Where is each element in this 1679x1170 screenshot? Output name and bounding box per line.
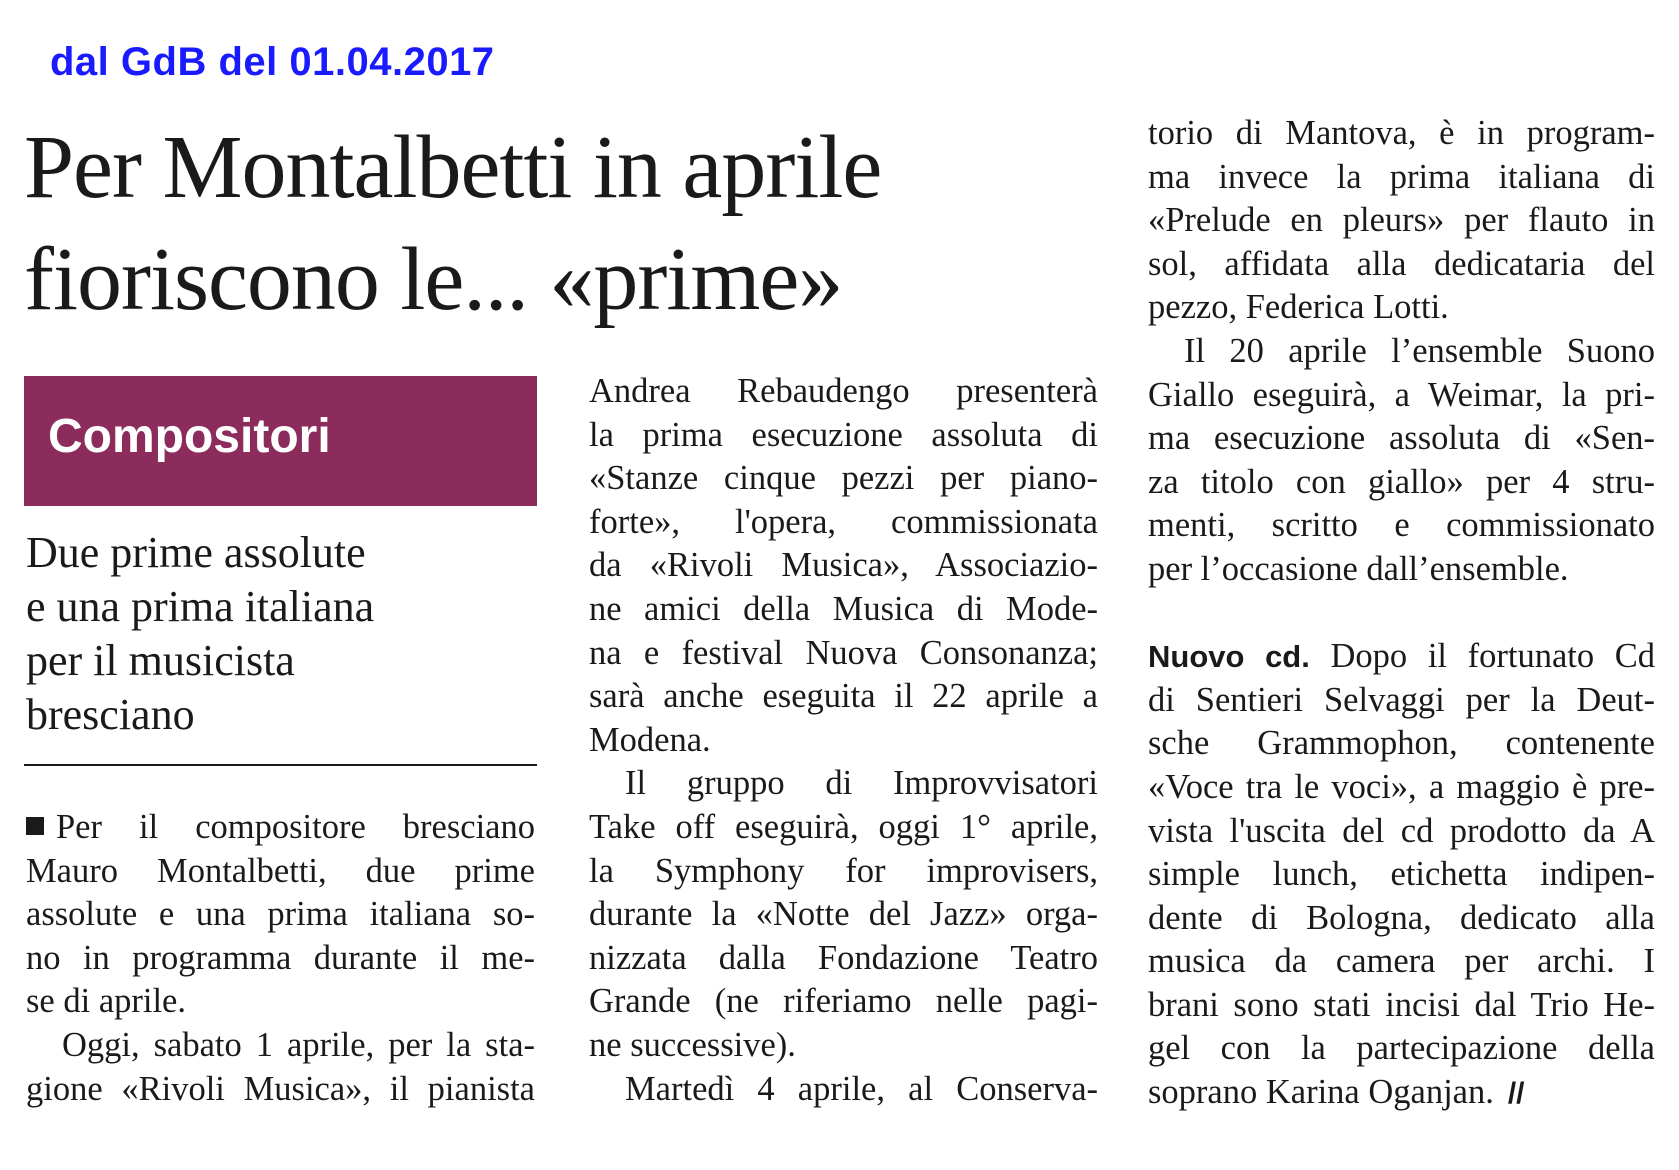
text-line: Andrea Rebaudengo presenterà — [589, 372, 1098, 410]
section-lead-in: Nuovo cd. — [1148, 639, 1310, 675]
text-line: durante la «Notte del Jazz» orga- — [589, 895, 1098, 934]
text-line: se di aprile. — [26, 982, 186, 1021]
text-line: forte», l'opera, commissionata — [589, 502, 1098, 541]
article-column-2 — [589, 370, 1098, 1111]
text-line: na e festival Nuova Consonanza; — [589, 633, 1098, 672]
text-line: ne amici della Musica di Mode- — [589, 589, 1098, 628]
text-line-content: Dopo il fortunato Cd — [1330, 637, 1655, 676]
text-line: brani sono stati incisi dal Trio He- — [1148, 985, 1655, 1024]
text-line: dente di Bologna, dedicato alla — [1148, 898, 1655, 937]
text-line: la prima esecuzione assoluta di — [589, 415, 1098, 454]
text-line: Mauro Montalbetti, due prime — [26, 851, 535, 890]
text-line: assolute e una prima italiana so- — [26, 895, 535, 934]
text-line — [1148, 635, 1655, 679]
text-line: pezzo, Federica Lotti. — [1148, 288, 1449, 327]
text-line: Modena. — [589, 720, 711, 759]
text-line: da «Rivoli Musica», Associazio- — [589, 546, 1098, 585]
text-line: sche Grammophon, contenente — [1148, 724, 1655, 763]
text-line: Take off eseguirà, oggi 1° aprile, — [589, 807, 1098, 846]
text-line — [1148, 1071, 1655, 1115]
headline-line: Per Montalbetti in aprile — [24, 118, 882, 217]
text-line: per l’occasione dall’ensemble. — [1148, 549, 1569, 588]
text-line: la Symphony for improvisers, — [589, 851, 1098, 890]
end-mark: // — [1507, 1077, 1525, 1111]
text-line: nizzata dalla Fondazione Teatro — [589, 938, 1098, 977]
divider-rule — [24, 764, 537, 766]
text-line: za titolo con giallo» per 4 stru- — [1148, 462, 1655, 501]
text-line-content: soprano Karina Oganjan. — [1148, 1073, 1494, 1112]
subheadline — [26, 526, 526, 742]
text-line: gione «Rivoli Musica», il pianista — [26, 1069, 535, 1108]
text-line: ma esecuzione assoluta di «Sen- — [1148, 419, 1655, 458]
article-column-1 — [26, 806, 535, 1111]
text-line: Martedì 4 aprile, al Conserva- — [625, 1069, 1098, 1108]
text-line: «Stanze cinque pezzi per piano- — [589, 459, 1098, 498]
text-line: «Prelude en pleurs» per flauto in — [1148, 201, 1655, 240]
source-label: dal GdB del 01.04.2017 — [50, 40, 495, 84]
subheadline-line: e una prima italiana — [26, 582, 375, 631]
text-line: sarà anche eseguita il 22 aprile a — [589, 677, 1098, 716]
subheadline-line: per il musicista — [26, 636, 295, 685]
text-line: gel con la partecipazione della — [1148, 1029, 1655, 1068]
text-line: Il gruppo di Improvvisatori — [625, 764, 1098, 803]
article-column-3 — [1148, 112, 1655, 1115]
text-line: Giallo eseguirà, a Weimar, la pri- — [1148, 375, 1655, 414]
text-line: musica da camera per archi. I — [1148, 942, 1655, 981]
text-line-content: Per il compositore bresciano — [56, 808, 535, 846]
text-line: ma invece la prima italiana di — [1148, 157, 1655, 196]
text-line: menti, scritto e commissionato — [1148, 506, 1655, 545]
text-line: ne successive). — [589, 1025, 796, 1064]
text-line: simple lunch, etichetta indipen- — [1148, 855, 1655, 894]
text-line: Oggi, sabato 1 aprile, per la sta- — [62, 1025, 535, 1064]
text-line: torio di Mantova, è in program- — [1148, 114, 1655, 152]
text-line: vista l'uscita del cd prodotto da A — [1148, 811, 1655, 850]
text-line: no in programma durante il me- — [26, 938, 535, 977]
text-line: di Sentieri Selvaggi per la Deut- — [1148, 680, 1655, 719]
square-bullet-icon — [26, 817, 44, 835]
text-line — [26, 806, 535, 850]
text-line: Grande (ne riferiamo nelle pagi- — [589, 982, 1098, 1021]
headline — [24, 112, 1104, 336]
section-kicker-box — [24, 376, 537, 506]
text-line: sol, affidata alla dedicataria del — [1148, 244, 1655, 283]
subheadline-line: bresciano — [26, 690, 195, 739]
text-line: «Voce tra le voci», a maggio è pre- — [1148, 767, 1655, 806]
headline-line: fioriscono le... «prime» — [24, 230, 843, 329]
text-line: Il 20 aprile l’ensemble Suono — [1184, 331, 1655, 370]
subheadline-line: Due prime assolute — [26, 528, 366, 577]
paragraph-gap — [1148, 592, 1655, 636]
section-kicker: Compositori — [48, 410, 331, 463]
